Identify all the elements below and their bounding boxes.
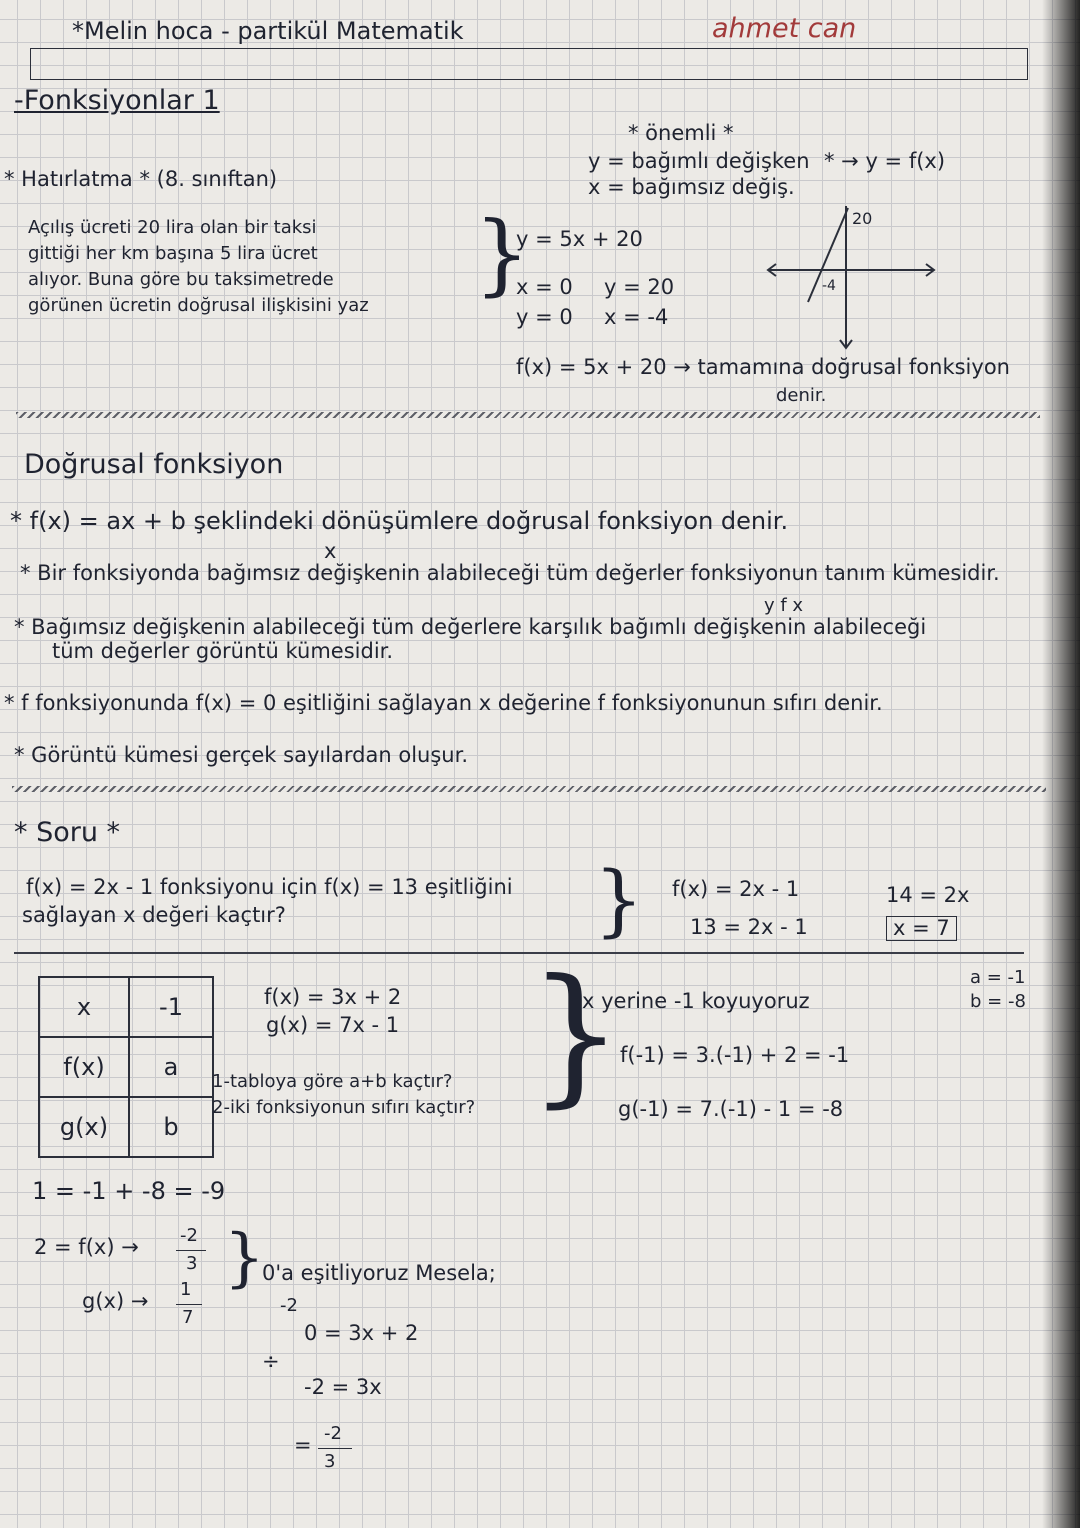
b-value: b = -8: [970, 991, 1026, 1012]
question-line-1: f(x) = 2x - 1 fonksiyonu için f(x) = 13 eşitliğini: [26, 875, 513, 899]
table-header-value: -1: [129, 977, 213, 1037]
frac-g-numerator: 1: [180, 1279, 192, 1300]
section-title-fonksiyonlar: -Fonksiyonlar 1: [14, 85, 220, 116]
answer-2-g: g(x) →: [82, 1289, 149, 1313]
a-value: a = -1: [970, 967, 1026, 988]
zero-note: 0'a eşitliyoruz Mesela;: [262, 1261, 496, 1285]
taxi-problem-line-4: görünen ücretin doğrusal ilişkisini yaz: [28, 295, 369, 316]
divide-sign: ÷: [262, 1349, 280, 1373]
frac-f-numerator: -2: [180, 1225, 198, 1246]
solution-step-1: f(x) = 2x - 1: [672, 877, 800, 901]
header-box: [30, 48, 1028, 80]
f-definition: f(x) = 3x + 2: [264, 985, 402, 1009]
table-row-f-label: f(x): [39, 1037, 129, 1097]
g-definition: g(x) = 7x - 1: [266, 1013, 400, 1037]
definition-line-2: * Bir fonksiyonda bağımsız değişkenin alabileceği tüm değerler fonksiyonun tanım kümesidir.: [20, 561, 1000, 585]
divider-3: [14, 952, 1024, 954]
definition-line-3: * Bağımsız değişkenin alabileceği tüm değerlere karşılık bağımlı değişkenin alabileceği: [14, 615, 927, 639]
annotation-yfx: y f x: [764, 595, 804, 616]
annotation-x: x: [324, 539, 337, 563]
zero-result-denominator: 3: [324, 1451, 336, 1472]
y-zero: y = 0: [516, 305, 573, 329]
x-zero: x = 0: [516, 275, 573, 299]
zero-step-2: -2 = 3x: [304, 1375, 382, 1399]
f-calculation: f(-1) = 3.(-1) + 2 = -1: [620, 1043, 850, 1067]
independent-variable-note: x = bağımsız değiş.: [588, 175, 795, 199]
table-header-x: x: [39, 977, 129, 1037]
solution-step-2: 13 = 2x - 1: [690, 915, 808, 939]
question-line-2: sağlayan x değeri kaçtır?: [22, 903, 286, 927]
x-minus-four: x = -4: [604, 305, 669, 329]
zero-result-numerator: -2: [324, 1423, 342, 1444]
frac-f-denominator: 3: [186, 1253, 198, 1274]
linear-function-note: f(x) = 5x + 20 → tamamına doğrusal fonksiyon: [516, 355, 1010, 379]
definition-line-6: * Görüntü kümesi gerçek sayılardan oluşur.: [14, 743, 468, 767]
equation-y: y = 5x + 20: [516, 227, 643, 251]
definition-line-1: * f(x) = ax + b şeklindeki dönüşümlere doğrusal fonksiyon denir.: [10, 507, 789, 535]
graph-x-intercept-label: -4: [822, 278, 836, 294]
frac-g-denominator: 7: [182, 1307, 194, 1328]
brace: }: [224, 1221, 265, 1295]
zero-result-bar: [318, 1448, 352, 1449]
y-twenty: y = 20: [604, 275, 675, 299]
value-table: [38, 976, 214, 1158]
graph-y-intercept-label: 20: [852, 209, 873, 228]
taxi-problem-line-2: gittiği her km başına 5 lira ücret: [28, 243, 318, 264]
page-edge-shadow: [1042, 0, 1080, 1528]
step-minus-two: -2: [280, 1295, 298, 1316]
solution-answer: x = 7: [886, 916, 957, 941]
page-header-title: *Melin hoca - partikül Matematik: [72, 17, 464, 45]
g-calculation: g(-1) = 7.(-1) - 1 = -8: [618, 1097, 844, 1121]
brace: }: [474, 202, 530, 305]
signature: ahmet can: [712, 13, 857, 44]
definition-line-5: * f fonksiyonunda f(x) = 0 eşitliğini sağlayan x değerine f fonksiyonunun sıfırı denir.: [4, 691, 883, 715]
table-row-g-label: g(x): [39, 1097, 129, 1157]
section-title-dogrusal: Doğrusal fonksiyon: [24, 449, 284, 480]
brace: }: [528, 948, 624, 1122]
question-title: * Soru *: [14, 817, 121, 848]
divider-1: [16, 412, 1040, 418]
zero-step-1: 0 = 3x + 2: [304, 1321, 419, 1345]
frac-f-bar: [176, 1250, 206, 1251]
divider-2: [12, 786, 1046, 792]
definition-line-4: tüm değerler görüntü kümesidir.: [52, 639, 394, 663]
solution-step-3: 14 = 2x: [886, 883, 970, 907]
y-equals-fx-note: * → y = f(x): [824, 149, 946, 173]
table-row-g-value: b: [129, 1097, 213, 1157]
brace: }: [594, 856, 644, 946]
taxi-problem-line-3: alıyor. Buna göre bu taksimetrede: [28, 269, 334, 290]
sub-question-1: 1-tabloya göre a+b kaçtır?: [212, 1071, 453, 1092]
answer-1: 1 = -1 + -8 = -9: [32, 1177, 226, 1205]
reminder-label: * Hatırlatma * (8. sınıftan): [4, 167, 278, 191]
important-label: * önemli *: [628, 121, 734, 145]
dependent-variable-note: y = bağımlı değişken: [588, 149, 810, 173]
taxi-problem-line-1: Açılış ücreti 20 lira olan bir taksi: [28, 217, 317, 238]
frac-g-bar: [176, 1304, 202, 1305]
table-row-f-value: a: [129, 1037, 213, 1097]
sub-question-2: 2-iki fonksiyonun sıfırı kaçtır?: [212, 1097, 476, 1118]
line-graph: [760, 196, 960, 356]
answer-2-f: 2 = f(x) →: [34, 1235, 139, 1259]
zero-step-3-equals: =: [294, 1433, 312, 1457]
substitution-note: x yerine -1 koyuyoruz: [582, 989, 810, 1013]
denir-note: denir.: [776, 385, 827, 406]
